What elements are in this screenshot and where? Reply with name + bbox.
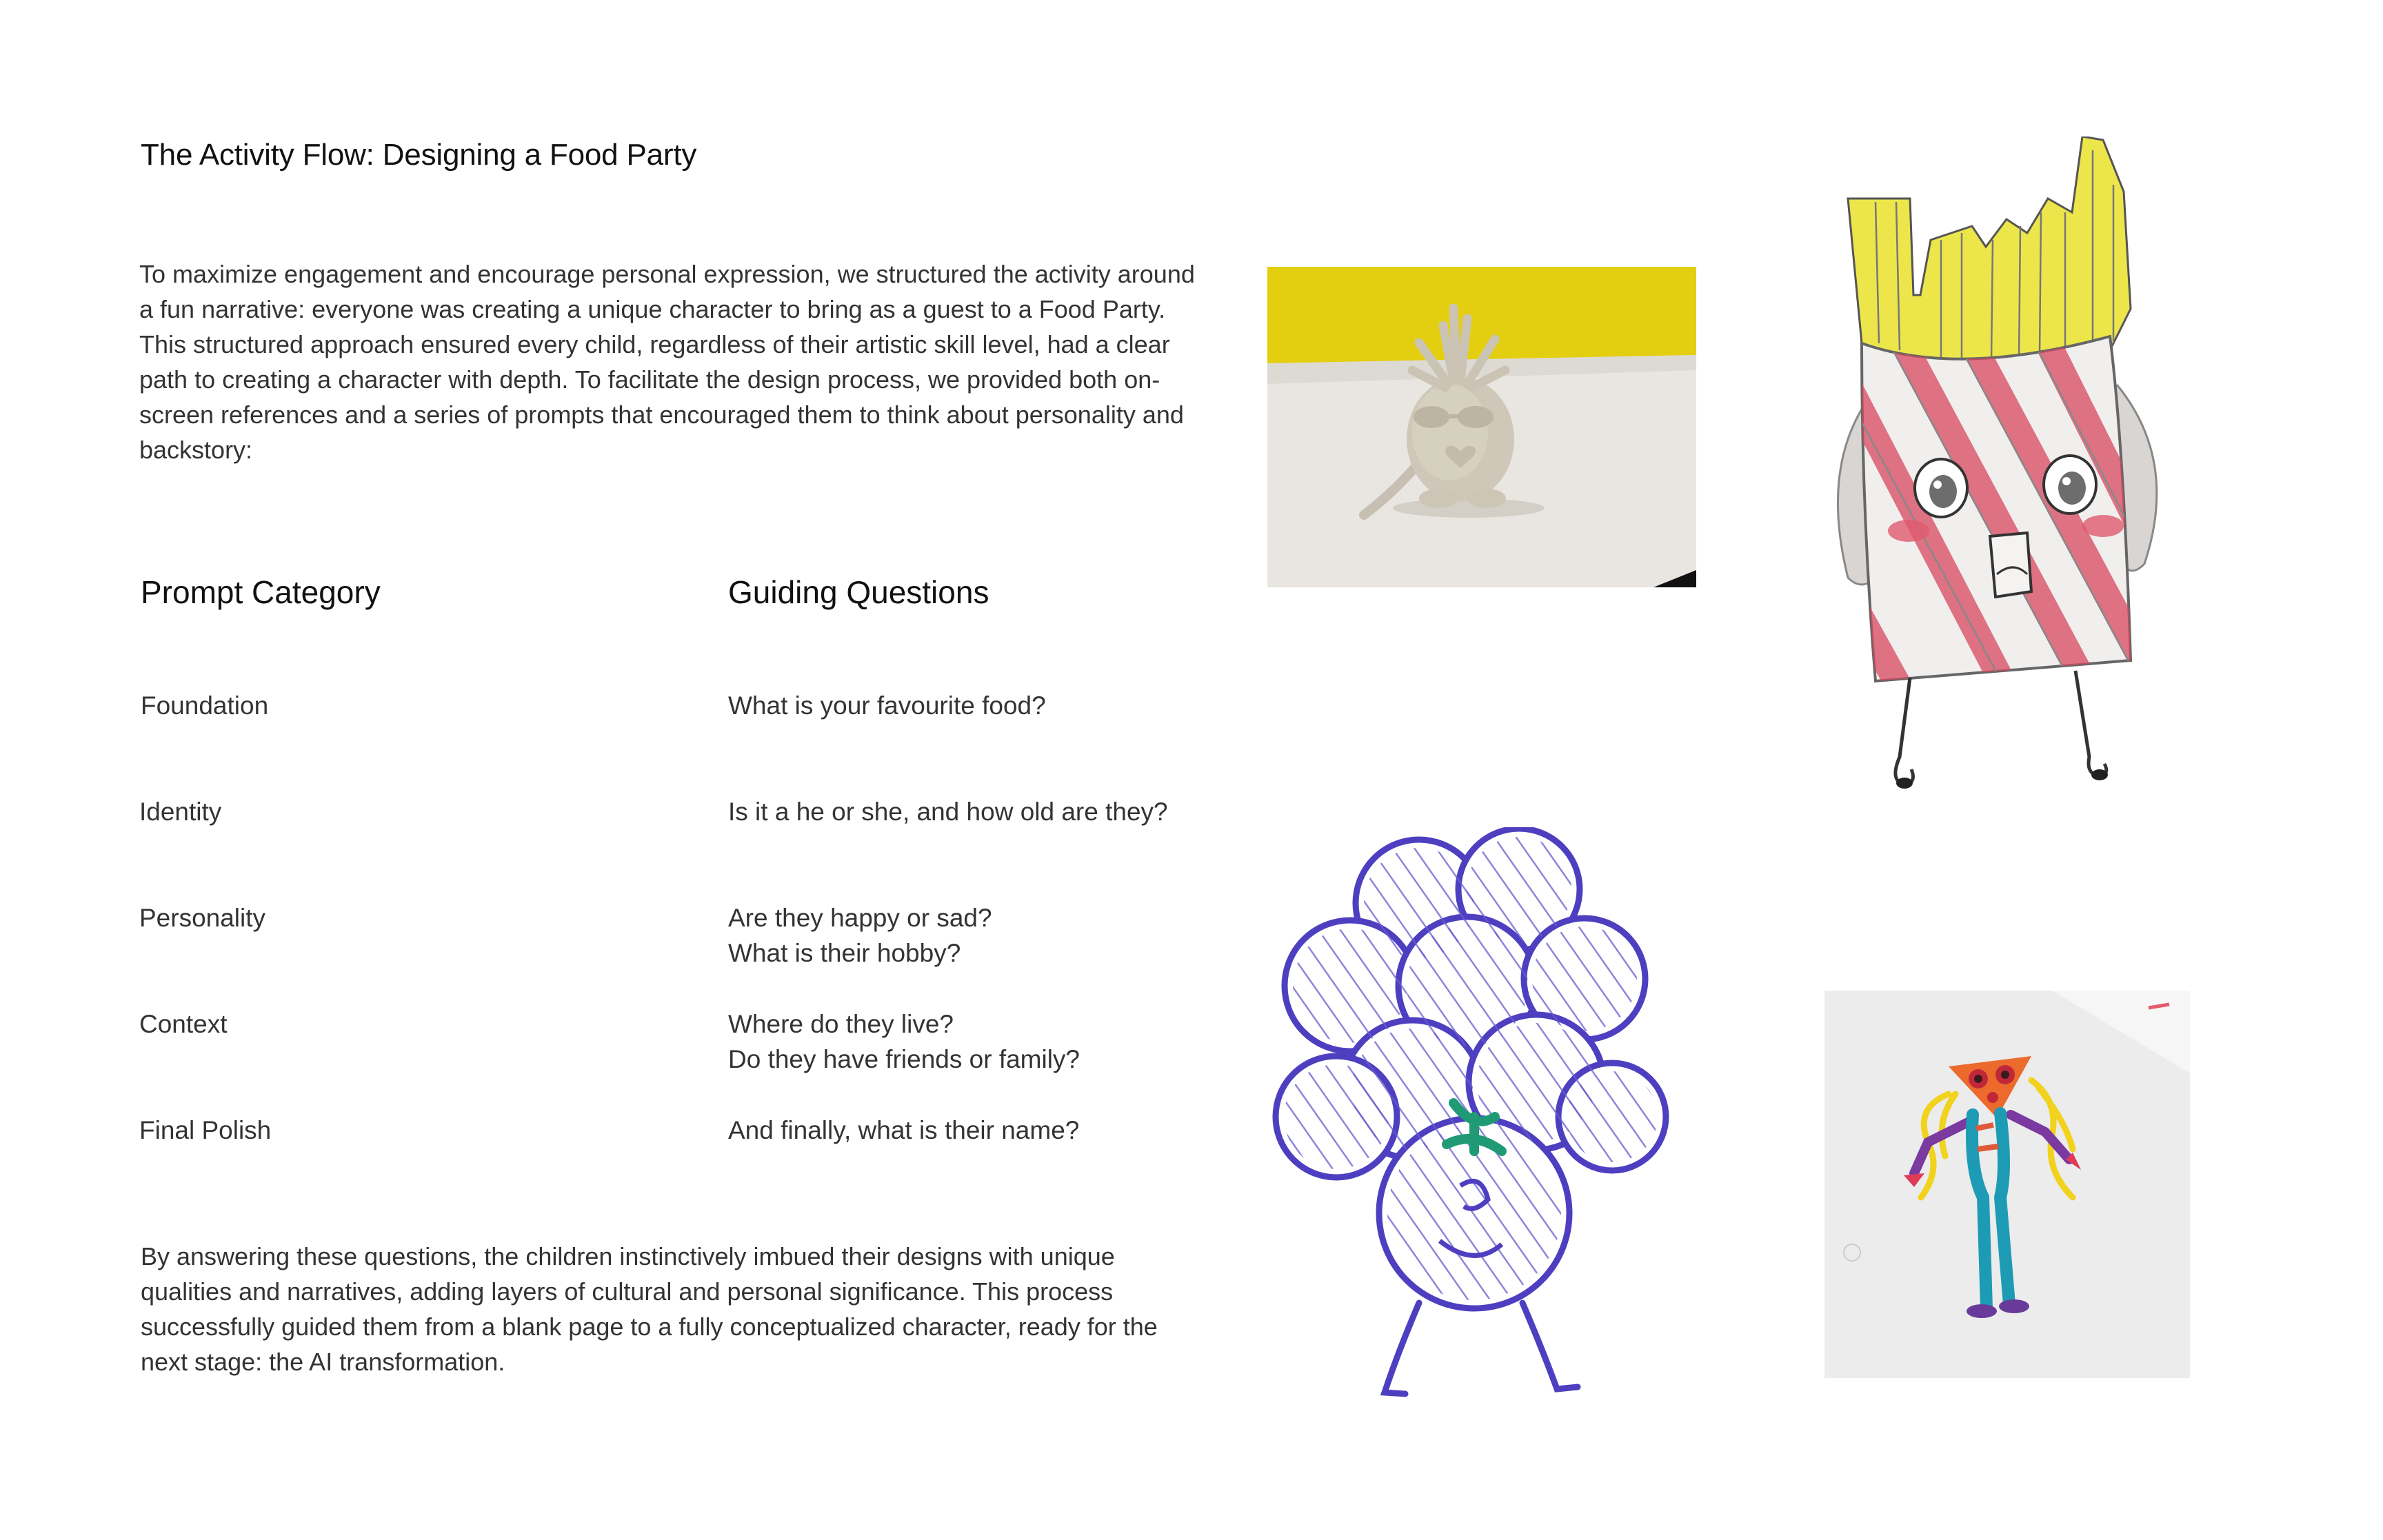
row-question-context (728, 1006, 1080, 1077)
row-category-identity: Identity (139, 798, 222, 826)
intro-paragraph-2: This structured approach ensured every child, regardless of their artistic skill level, had a clear path to creating a character with depth. To facilitate the design process, we provided both on-screen references and a series of prompts that encouraged them to think about personality and backstory: (139, 330, 1184, 464)
question-line: Where do they live? (728, 1010, 954, 1038)
row-category-foundation: Foundation (141, 691, 269, 720)
clay-figure-photo (1267, 267, 1696, 587)
question-line: Do they have friends or family? (728, 1045, 1080, 1073)
row-category-context: Context (139, 1010, 228, 1038)
page-title: The Activity Flow: Designing a Food Party (141, 138, 697, 172)
row-question-identity (728, 794, 1168, 829)
grape-character-drawing (1267, 827, 1681, 1399)
fries-character-drawing (1820, 136, 2206, 798)
grape-illustration (1267, 827, 1681, 1399)
plasticine-figure-photo (1824, 991, 2190, 1378)
question-line: What is their hobby? (728, 939, 961, 967)
column-header-questions: Guiding Questions (728, 574, 989, 610)
question-line: Are they happy or sad? (728, 904, 992, 932)
row-category-final-polish: Final Polish (139, 1116, 272, 1144)
fries-illustration (1820, 136, 2206, 798)
intro-paragraph-1: To maximize engagement and encourage personal expression, we structured the activity around a fun narrative: everyone was creating a unique character to bring as a guest to a Food Party. (139, 260, 1195, 323)
row-question-foundation (728, 688, 1046, 723)
question-line: Is it a he or she, and how old are they? (728, 798, 1168, 826)
question-line: What is your favourite food? (728, 691, 1046, 720)
intro-text (139, 256, 1215, 467)
row-category-personality: Personality (139, 904, 266, 932)
row-question-final-polish (728, 1113, 1079, 1148)
clay-figure-illustration (1267, 267, 1696, 587)
column-header-category: Prompt Category (141, 574, 381, 610)
row-question-personality (728, 900, 992, 971)
outro-paragraph: By answering these questions, the children instinctively imbued their designs with unique qualities and narratives, adding layers of cultural and personal significance. This process successfully guided them from a blank page to a fully conceptualized character, ready for the next stage: the AI transformation. (141, 1242, 1158, 1376)
question-line: And finally, what is their name? (728, 1116, 1080, 1144)
plasticine-illustration (1824, 991, 2190, 1378)
